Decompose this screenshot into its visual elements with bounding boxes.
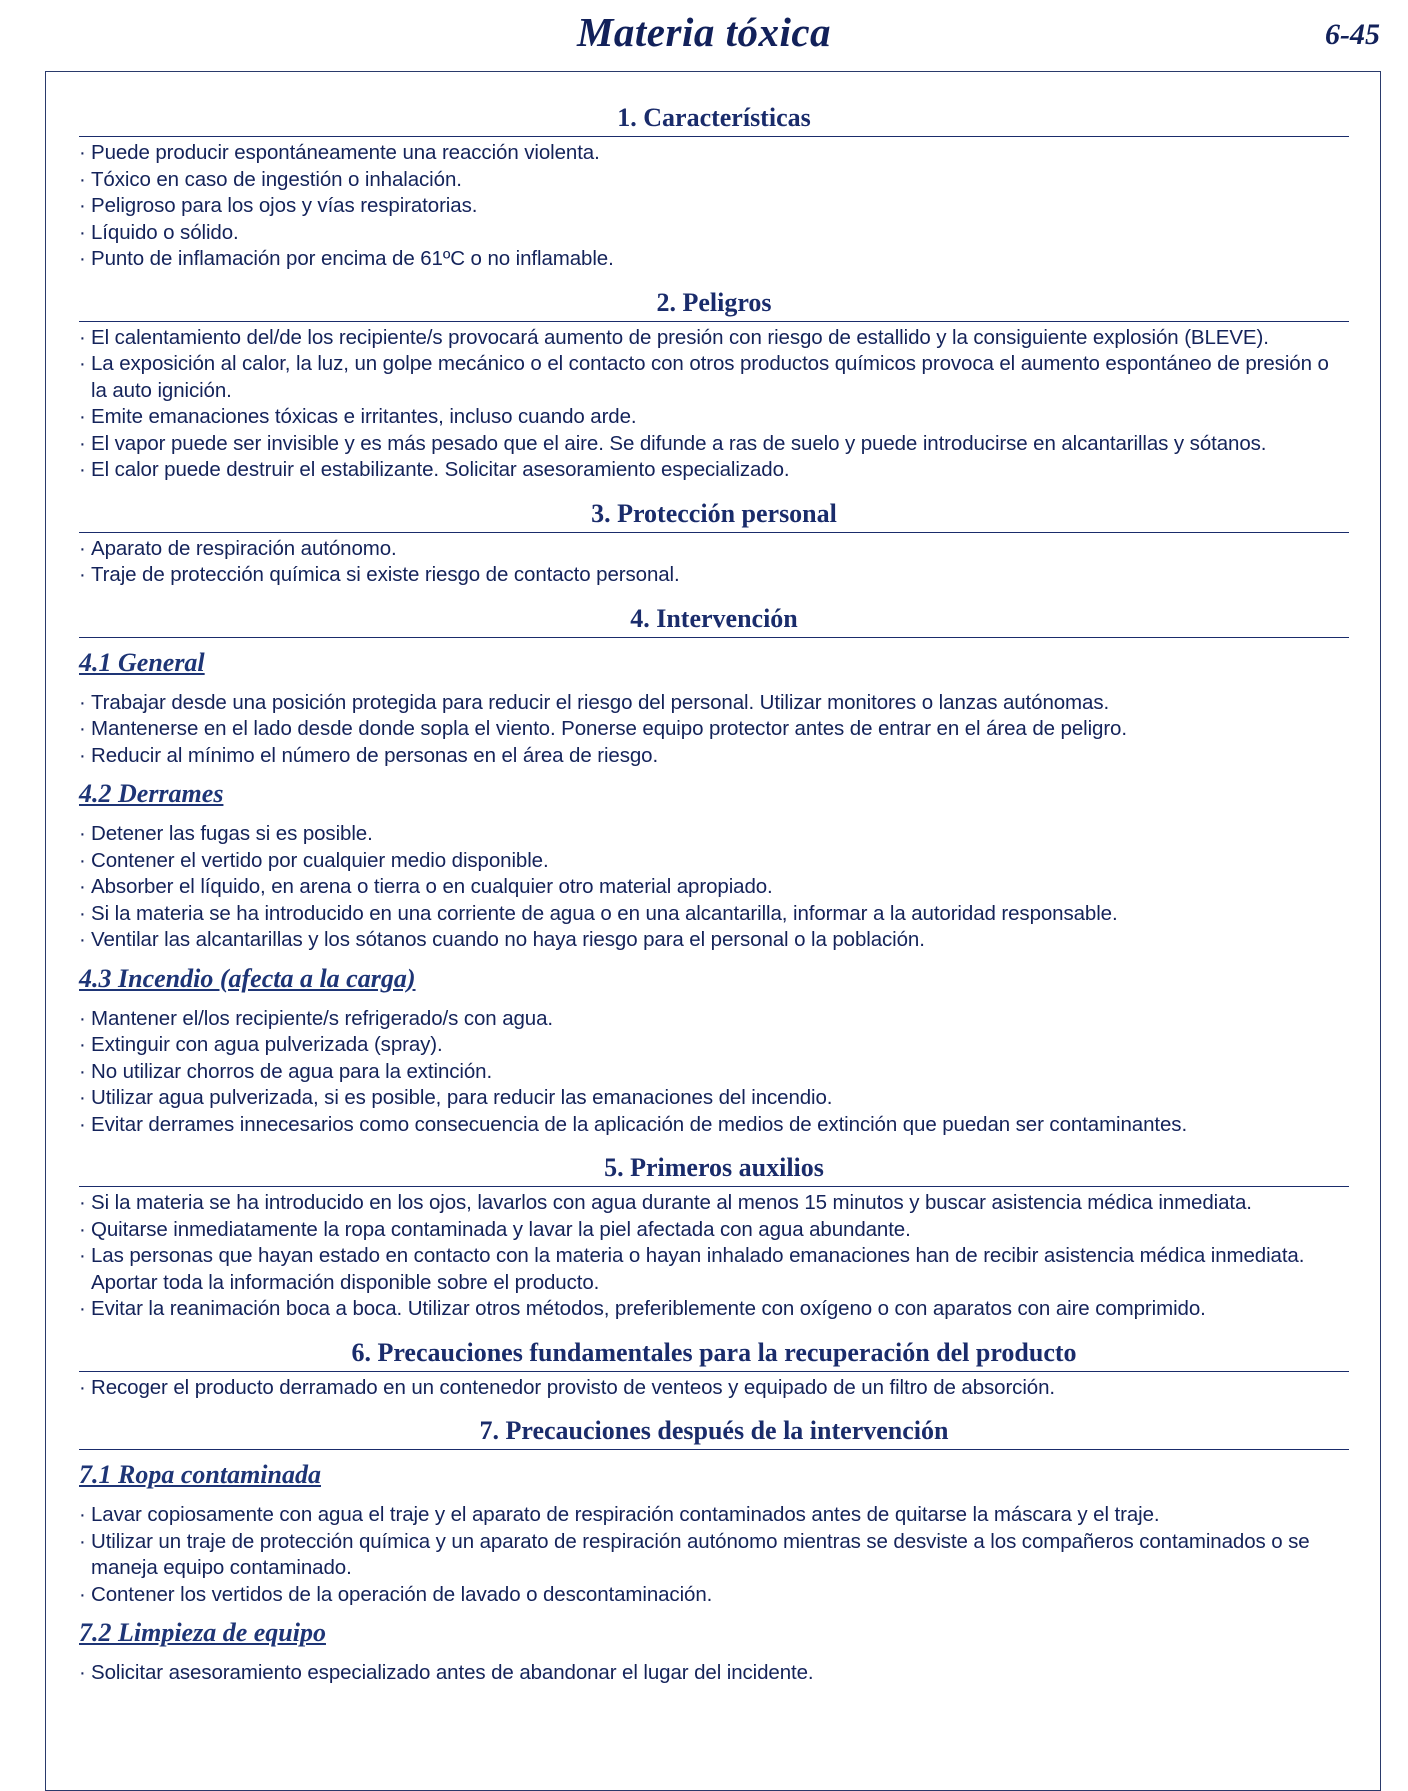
bullet-list (79, 821, 1349, 954)
section-despues-intervencion (79, 1415, 1349, 1687)
list-item: · Si la materia se ha introducido en una corriente de agua o en una alcantarilla, informar a la autoridad responsable. (79, 901, 1349, 928)
section-peligros (79, 287, 1349, 484)
subsection-title: 4.3 Incendio (afecta a la carga) (79, 963, 416, 993)
list-item: · El calentamiento del/de los recipiente/s provocará aumento de presión con riesgo de estallido y la consiguiente explosión (BLEVE). (79, 325, 1349, 352)
bullet-list (79, 140, 1349, 273)
section-recuperacion-producto (79, 1337, 1349, 1402)
bullet-list (79, 1660, 1349, 1687)
list-item: · Mantenerse en el lado desde donde sopla el viento. Ponerse equipo protector antes de entrar en el área de peligro. (79, 716, 1349, 743)
list-item: · El vapor puede ser invisible y es más pesado que el aire. Se difunde a ras de suelo y puede introducirse en alcantarillas y sótanos. (79, 431, 1349, 458)
section-proteccion-personal (79, 498, 1349, 589)
list-item: · Líquido o sólido. (79, 220, 1349, 247)
list-item: · Utilizar un traje de protección química y un aparato de respiración autónomo mientras se desviste a los compañeros contaminados o se maneja equipo contaminado. (79, 1529, 1349, 1582)
list-item: · Traje de protección química si existe riesgo de contacto personal. (79, 562, 1349, 589)
list-item: · Mantener el/los recipiente/s refrigerado/s con agua. (79, 1006, 1349, 1033)
list-item: · Peligroso para los ojos y vías respiratorias. (79, 193, 1349, 220)
list-item: · Tóxico en caso de ingestión o inhalación. (79, 167, 1349, 194)
section-title: 2. Peligros (79, 287, 1349, 322)
subsection-title: 7.1 Ropa contaminada (79, 1460, 321, 1489)
list-item: · No utilizar chorros de agua para la extinción. (79, 1059, 1349, 1086)
bullet-list (79, 1006, 1349, 1139)
section-title: 5. Primeros auxilios (79, 1152, 1349, 1187)
section-title: 6. Precauciones fundamentales para la recuperación del producto (79, 1337, 1349, 1372)
list-item: · La exposición al calor, la luz, un golpe mecánico o el contacto con otros productos químicos provoca el aumento espontáneo de presión o la auto ignición. (79, 351, 1349, 404)
bullet-list (79, 1190, 1349, 1323)
list-item: · Evitar la reanimación boca a boca. Utilizar otros métodos, preferiblemente con oxígeno o con aparatos con aire comprimido. (79, 1296, 1349, 1323)
bullet-list (79, 690, 1349, 770)
section-title: 7. Precauciones después de la intervención (79, 1415, 1349, 1450)
list-item: · Lavar copiosamente con agua el traje y el aparato de respiración contaminados antes de quitarse la máscara y el traje. (79, 1502, 1349, 1529)
document-title: Materia tóxica (576, 9, 832, 55)
section-title: 3. Protección personal (79, 498, 1349, 533)
list-item: · Emite emanaciones tóxicas e irritantes, incluso cuando arde. (79, 404, 1349, 431)
list-item: · Ventilar las alcantarillas y los sótanos cuando no haya riesgo para el personal o la población. (79, 927, 1349, 954)
list-item: · Extinguir con agua pulverizada (spray). (79, 1032, 1349, 1059)
list-item: · Contener el vertido por cualquier medio disponible. (79, 848, 1349, 875)
section-primeros-auxilios (79, 1152, 1349, 1323)
list-item: · Trabajar desde una posición protegida para reducir el riesgo del personal. Utilizar monitores o lanzas autónomas. (79, 690, 1349, 717)
list-item: · Contener los vertidos de la operación de lavado o descontaminación. (79, 1582, 1349, 1609)
subsection-title: 7.2 Limpieza de equipo (79, 1618, 326, 1647)
section-intervencion (79, 603, 1349, 1139)
subsection-title: 4.2 Derrames (79, 779, 224, 808)
section-title: 4. Intervención (79, 603, 1349, 638)
list-item: · El calor puede destruir el estabilizante. Solicitar asesoramiento especializado. (79, 457, 1349, 484)
list-item: · Solicitar asesoramiento especializado antes de abandonar el lugar del incidente. (79, 1660, 1349, 1687)
list-item: · Punto de inflamación por encima de 61ºC o no inflamable. (79, 246, 1349, 273)
list-item: · Puede producir espontáneamente una reacción violenta. (79, 140, 1349, 167)
list-item: · Si la materia se ha introducido en los ojos, lavarlos con agua durante al menos 15 minutos y buscar asistencia médica inmediata. (79, 1190, 1349, 1217)
list-item: · Reducir al mínimo el número de personas en el área de riesgo. (79, 743, 1349, 770)
list-item: · Absorber el líquido, en arena o tierra o en cualquier otro material apropiado. (79, 874, 1349, 901)
list-item: · Recoger el producto derramado en un contenedor provisto de venteos y equipado de un filtro de absorción. (79, 1375, 1349, 1402)
subsection-title: 4.1 General (79, 647, 205, 677)
page-number: 6-45 (1325, 18, 1380, 51)
section-caracteristicas (79, 102, 1349, 273)
list-item: · Las personas que hayan estado en contacto con la materia o hayan inhalado emanaciones han de recibir asistencia médica inmediata. Aportar toda la información disponible sobre el producto. (79, 1243, 1349, 1296)
list-item: · Aparato de respiración autónomo. (79, 536, 1349, 563)
page-header (0, 0, 1408, 70)
bullet-list (79, 1375, 1349, 1402)
bullet-list (79, 536, 1349, 589)
list-item: · Evitar derrames innecesarios como consecuencia de la aplicación de medios de extinción que puedan ser contaminantes. (79, 1112, 1349, 1139)
bullet-list (79, 1502, 1349, 1608)
list-item: · Quitarse inmediatamente la ropa contaminada y lavar la piel afectada con agua abundante. (79, 1217, 1349, 1244)
list-item: · Utilizar agua pulverizada, si es posible, para reducir las emanaciones del incendio. (79, 1085, 1349, 1112)
list-item: · Detener las fugas si es posible. (79, 821, 1349, 848)
section-title: 1. Características (79, 102, 1349, 137)
document-content (79, 102, 1349, 1687)
bullet-list (79, 325, 1349, 484)
